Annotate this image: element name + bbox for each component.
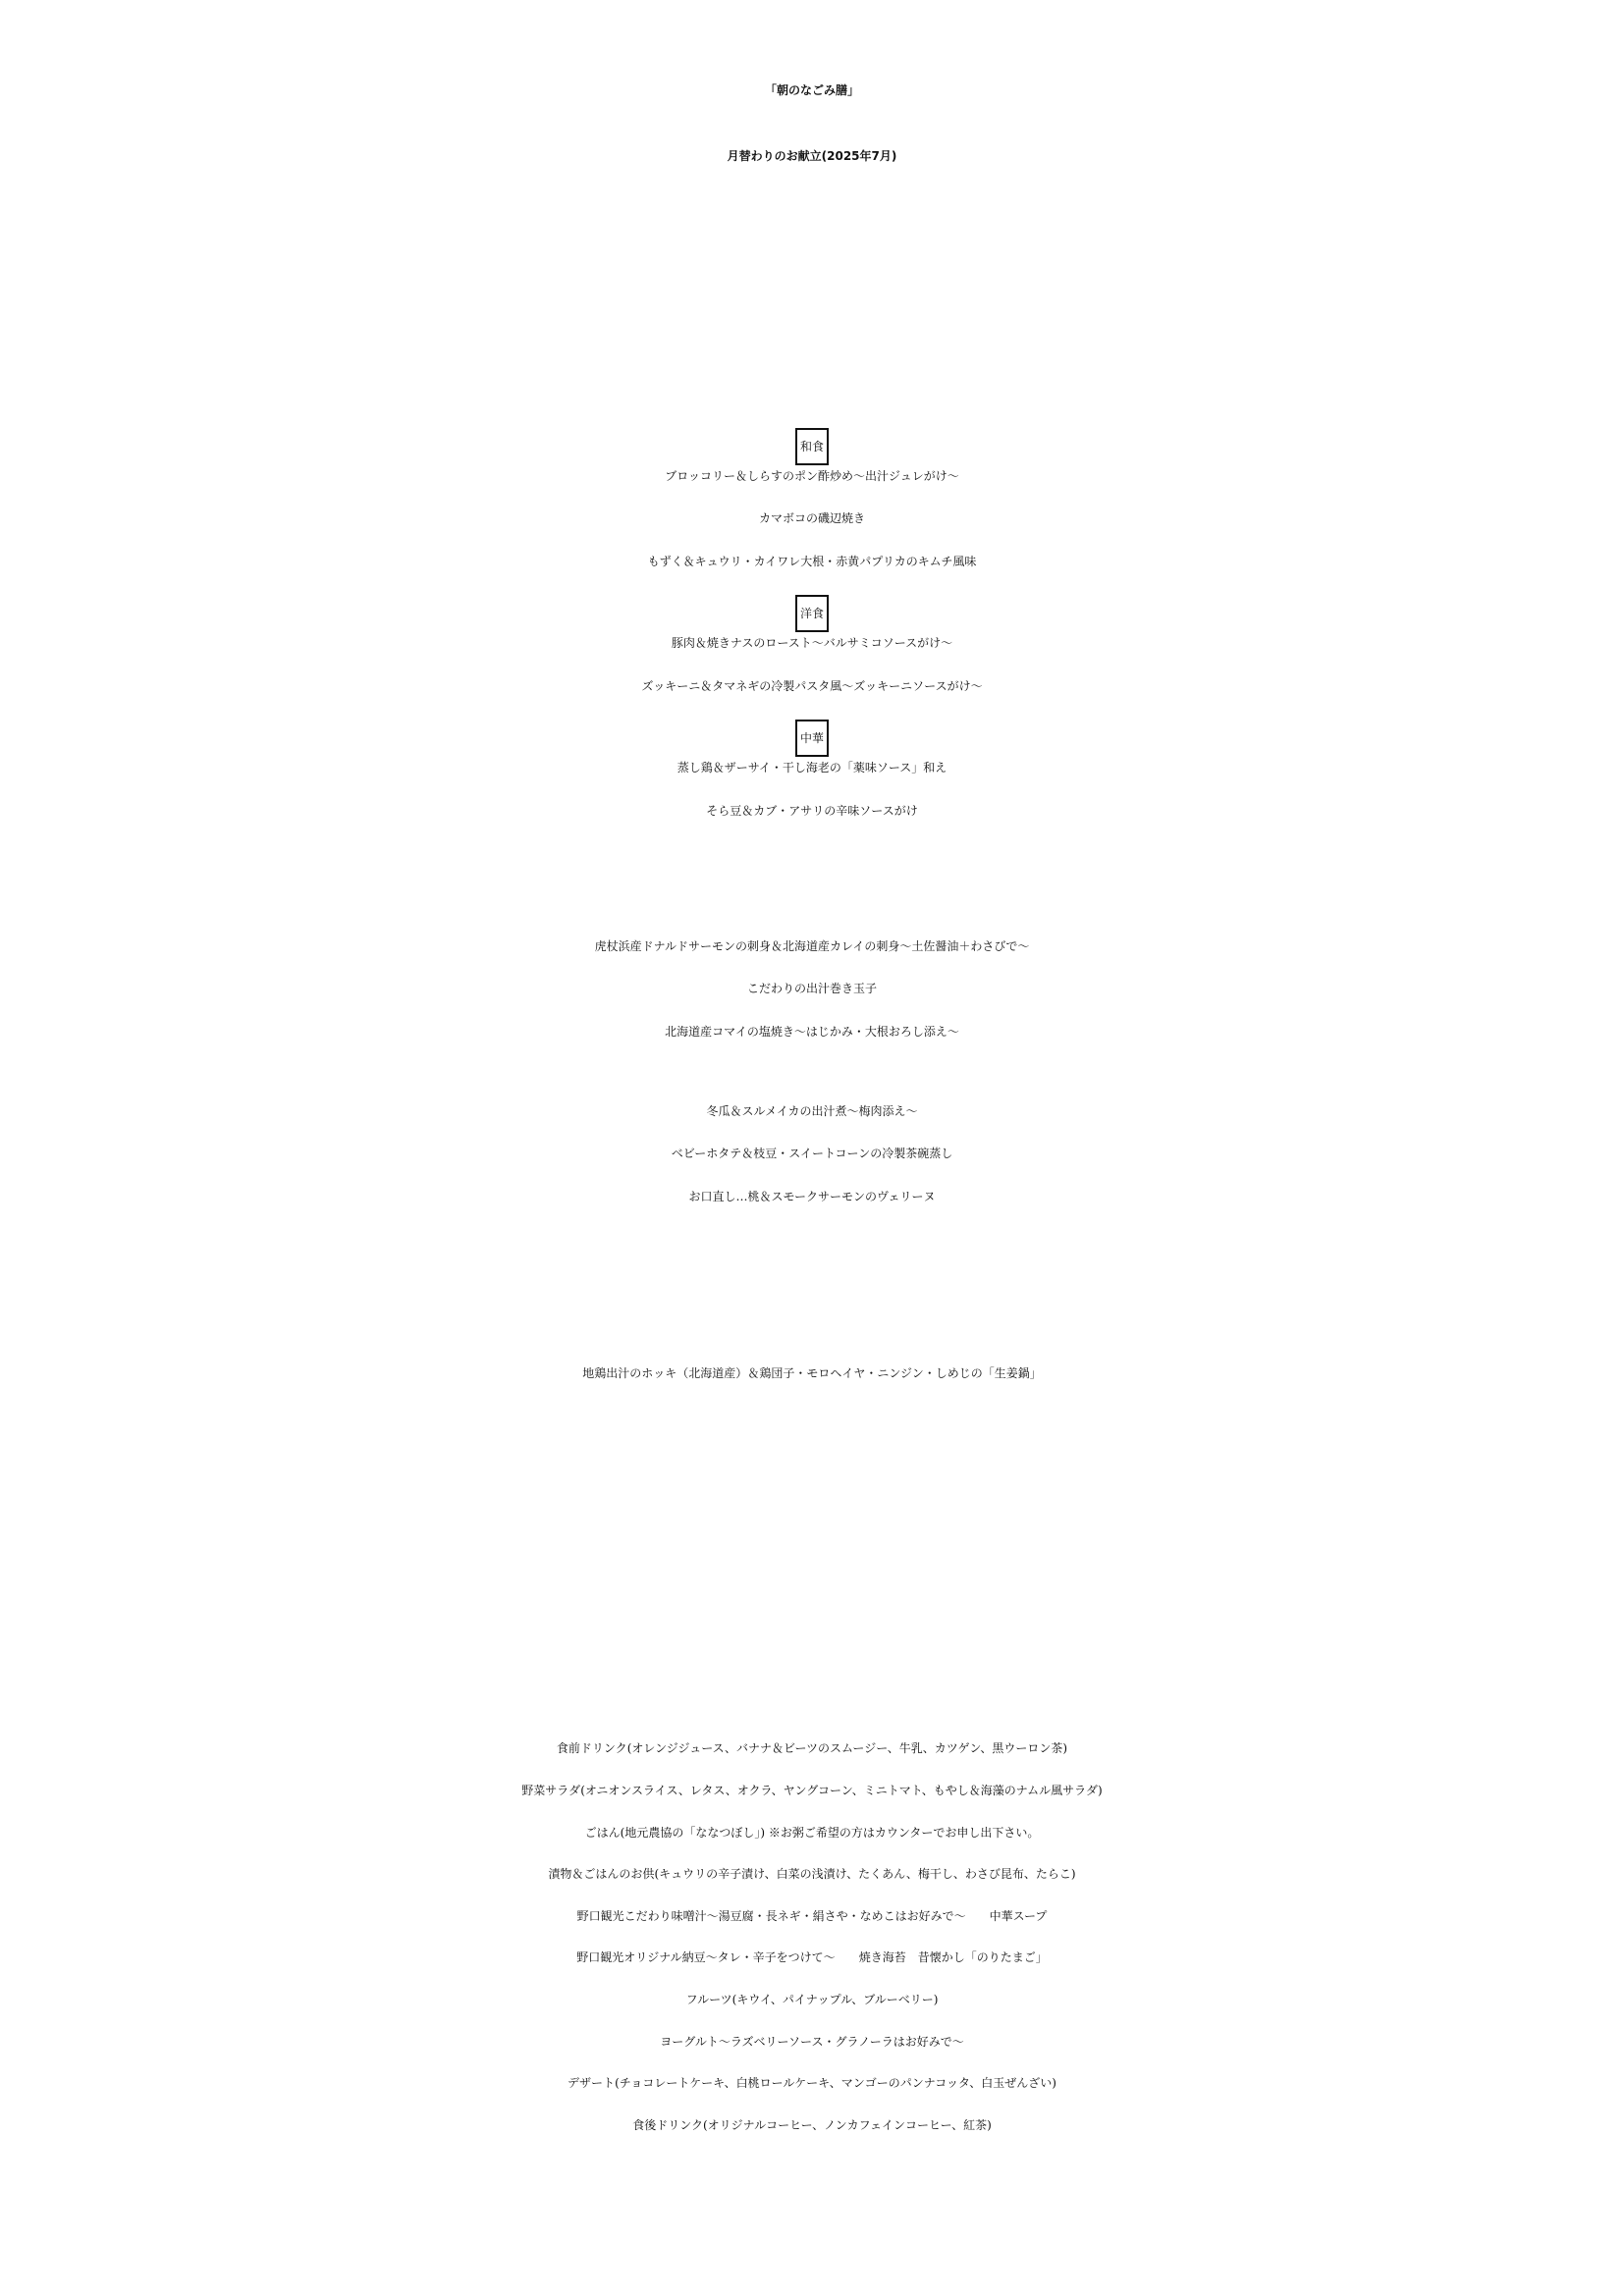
menu-title: 「朝のなごみ膳」 [764, 83, 859, 97]
menu-item: カマボコの磯辺焼き [758, 511, 865, 525]
menu-item: 冬瓜＆スルメイカの出汁煮～梅肉添え～ [706, 1104, 918, 1118]
category-yoshoku: 洋食 [0, 595, 1624, 632]
menu-item: 蒸し鶏＆ザーサイ・干し海老の「薬味ソース」和え [677, 761, 947, 774]
menu-item: お口直し…桃＆スモークサーモンのヴェリーヌ [688, 1190, 936, 1203]
menu-item: ブロッコリー＆しらすのポン酢炒め～出汁ジュレがけ～ [665, 469, 959, 483]
buffet-item: ヨーグルト～ラズベリーソース・グラノーラはお好みで～ [660, 2035, 964, 2049]
buffet-item: 食前ドリンク(オレンジジュース、バナナ＆ビーツのスムージー、牛乳、カツゲン、黒ウーロン茶) [556, 1741, 1068, 1755]
category-chuka: 中華 [0, 720, 1624, 757]
menu-item: 北海道産コマイの塩焼き～はじかみ・大根おろし添え～ [665, 1025, 959, 1039]
buffet-item: 野口観光オリジナル納豆～タレ・辛子をつけて～ 焼き海苔 昔懐かし「のりたまご」 [576, 1950, 1048, 1964]
menu-subtitle: 月替わりのお献立(2025年7月) [727, 149, 897, 163]
buffet-item: ごはん(地元農協の「ななつぼし」) ※お粥ご希望の方はカウンターでお申し出下さい。 [584, 1826, 1040, 1840]
menu-item: もずく＆キュウリ・カイワレ大根・赤黄パプリカのキムチ風味 [647, 555, 977, 568]
menu-item: そら豆＆カブ・アサリの辛味ソースがけ [706, 804, 918, 818]
buffet-item: 野口観光こだわり味噌汁～湯豆腐・長ネギ・絹さや・なめこはお好みで～ 中華スープ [576, 1909, 1048, 1923]
category-washoku: 和食 [0, 428, 1624, 465]
buffet-item: 野菜サラダ(オニオンスライス、レタス、オクラ、ヤングコーン、ミニトマト、もやし＆海藻のナムル風サラダ) [521, 1784, 1103, 1797]
buffet-item: 食後ドリンク(オリジナルコーヒー、ノンカフェインコーヒー、紅茶) [632, 2118, 992, 2132]
menu-item: 豚肉＆焼きナスのロースト～バルサミコソースがけ～ [671, 636, 953, 650]
menu-item: こだわりの出汁巻き玉子 [746, 982, 877, 995]
buffet-item: フルーツ(キウイ、パイナップル、ブルーベリー) [685, 1993, 939, 2006]
fire-item: 地鶏出汁のホッキ（北海道産）＆鶏団子・モロヘイヤ・ニンジン・しめじの「生姜鍋」 [582, 1366, 1042, 1380]
buffet-item: 漬物＆ごはんのお供(キュウリの辛子漬け、白菜の浅漬け、たくあん、梅干し、わさび昆布、たらこ) [548, 1867, 1076, 1881]
menu-item: ズッキーニ＆タマネギの冷製パスタ風～ズッキーニソースがけ～ [641, 679, 983, 693]
buffet-item: デザート(チョコレートケーキ、白桃ロールケーキ、マンゴーのパンナコッタ、白玉ぜんざい) [568, 2076, 1056, 2090]
menu-item: 虎杖浜産ドナルドサーモンの刺身＆北海道産カレイの刺身～土佐醤油＋わさびで～ [594, 939, 1030, 953]
menu-item: ベビーホタテ＆枝豆・スイートコーンの冷製茶碗蒸し [671, 1147, 953, 1160]
